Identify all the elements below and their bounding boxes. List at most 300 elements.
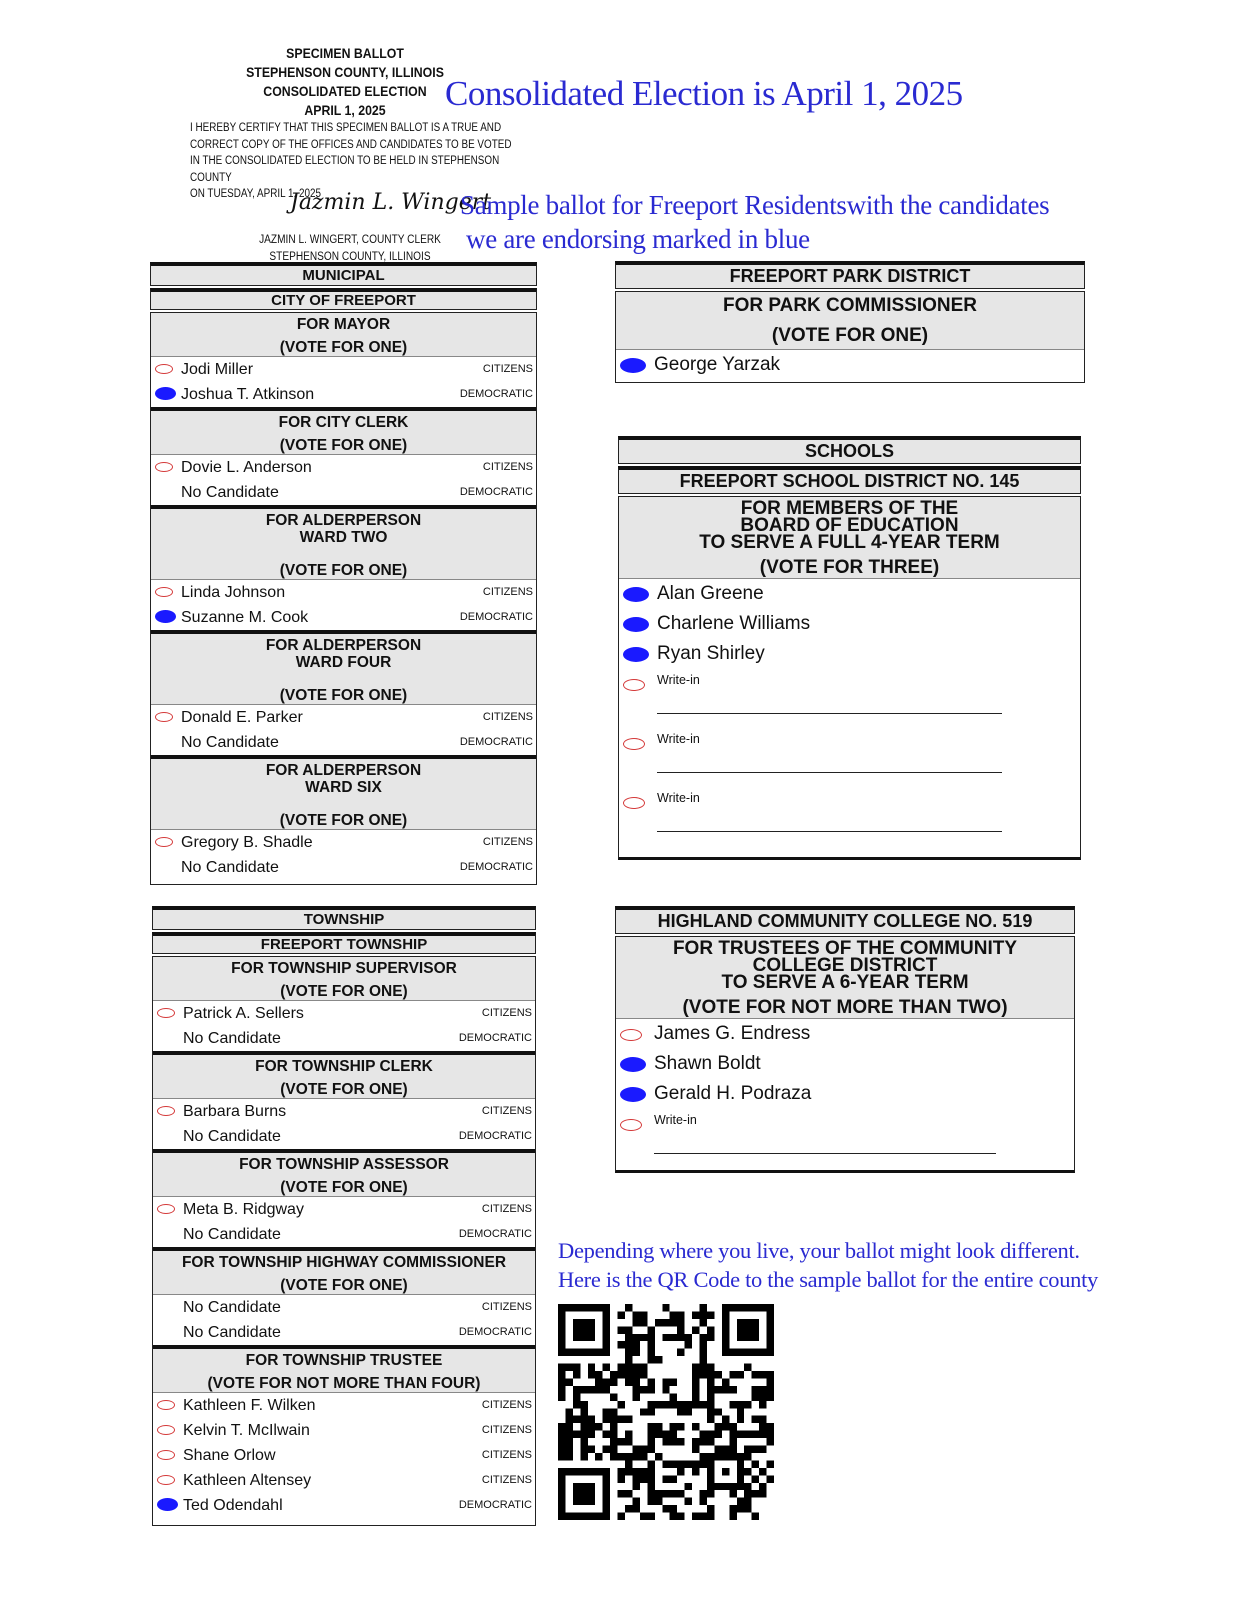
- qr-module: [580, 1401, 587, 1408]
- vote-instruction: (VOTE FOR ONE): [280, 983, 408, 1000]
- candidate-name: George Yarzak: [654, 354, 781, 375]
- note-line: Depending where you live, your ballot might look different.: [558, 1238, 1080, 1263]
- qr-module: [655, 1356, 662, 1363]
- vote-instruction: (VOTE FOR THREE): [759, 557, 940, 578]
- qr-module: [662, 1304, 669, 1311]
- qr-module: [610, 1371, 617, 1378]
- empty-oval-icon[interactable]: [620, 1029, 642, 1041]
- qr-module: [677, 1319, 684, 1326]
- qr-module: [700, 1334, 707, 1341]
- qr-module: [752, 1513, 759, 1520]
- candidate-name: Kelvin T. McIlwain: [183, 1422, 310, 1439]
- qr-module: [700, 1513, 707, 1520]
- qr-module: [580, 1453, 587, 1460]
- qr-module: [662, 1319, 669, 1326]
- qr-module: [670, 1490, 677, 1497]
- cert-line: IN THE CONSOLIDATED ELECTION TO BE HELD IN STEPHENSON COUNTY: [190, 155, 500, 184]
- candidate-name: Jodi Miller: [181, 361, 254, 378]
- qr-module: [737, 1408, 744, 1415]
- qr-module: [618, 1416, 625, 1423]
- qr-module: [573, 1393, 580, 1400]
- race-title: FOR TOWNSHIP TRUSTEE: [245, 1352, 443, 1369]
- qr-module: [640, 1453, 647, 1460]
- qr-module: [700, 1356, 707, 1363]
- endorsement-note: [460, 188, 1049, 256]
- qr-module: [752, 1416, 759, 1423]
- qr-module: [580, 1416, 587, 1423]
- candidate-name: Barbara Burns: [183, 1103, 287, 1120]
- qr-module: [677, 1401, 684, 1408]
- qr-module: [744, 1401, 751, 1408]
- qr-module: [580, 1438, 587, 1445]
- qr-module: [737, 1431, 744, 1438]
- qr-module: [685, 1483, 692, 1490]
- race-title: FOR TOWNSHIP HIGHWAY COMMISSIONER: [181, 1254, 507, 1271]
- qr-module: [595, 1371, 602, 1378]
- township-races: [152, 956, 536, 1526]
- race-title: FOR TOWNSHIP ASSESSOR: [239, 1156, 449, 1173]
- candidate-row: [616, 1049, 1074, 1079]
- filled-oval-icon[interactable]: [623, 647, 649, 662]
- qr-module: [729, 1490, 736, 1497]
- qr-module: [759, 1386, 766, 1393]
- qr-module: [700, 1311, 707, 1318]
- qr-module: [632, 1475, 639, 1482]
- qr-module: [759, 1401, 766, 1408]
- party-label: DEMOCRATIC: [459, 736, 533, 748]
- party-label: CITIZENS: [481, 1105, 532, 1117]
- qr-module: [692, 1378, 699, 1385]
- qr-module: [677, 1334, 684, 1341]
- party-label: DEMOCRATIC: [459, 861, 533, 873]
- filled-oval-icon[interactable]: [623, 617, 649, 632]
- write-in-label: Write-in: [654, 1113, 697, 1127]
- qr-module: [767, 1386, 774, 1393]
- qr-module: [640, 1364, 647, 1371]
- candidate-name: Gerald H. Podraza: [654, 1083, 812, 1104]
- header-line: SPECIMEN BALLOT: [286, 45, 404, 61]
- qr-module: [632, 1319, 639, 1326]
- candidate-row: [151, 480, 536, 505]
- qr-module: [677, 1460, 684, 1467]
- empty-oval-icon[interactable]: [157, 1425, 175, 1435]
- qr-module: [647, 1446, 654, 1453]
- qr-module: [670, 1431, 677, 1438]
- candidate-row: [153, 1393, 535, 1418]
- qr-module: [573, 1431, 580, 1438]
- filled-oval-icon[interactable]: [155, 387, 176, 400]
- qr-module: [722, 1386, 729, 1393]
- qr-module: [677, 1513, 684, 1520]
- race-title: FOR PARK COMMISSIONER: [722, 295, 978, 316]
- note-line: Sample ballot for Freeport Residentswith the candidates: [460, 190, 1050, 220]
- race-title: FOR TOWNSHIP SUPERVISOR: [231, 960, 457, 977]
- qr-module: [573, 1401, 580, 1408]
- qr-module: [647, 1431, 654, 1438]
- qr-module: [632, 1334, 639, 1341]
- qr-module: [573, 1364, 580, 1371]
- filled-oval-icon[interactable]: [620, 1087, 646, 1102]
- qr-module: [759, 1393, 766, 1400]
- qr-module: [588, 1416, 595, 1423]
- qr-module: [677, 1438, 684, 1445]
- candidate-name: Patrick A. Sellers: [183, 1005, 304, 1022]
- qr-module: [610, 1423, 617, 1430]
- qr-module: [767, 1460, 774, 1467]
- candidate-row: [153, 1099, 535, 1124]
- qr-module: [744, 1498, 751, 1505]
- candidate-name: Dovie L. Anderson: [181, 459, 312, 476]
- qr-module: [647, 1341, 654, 1348]
- candidate-name: No Candidate: [183, 1226, 281, 1243]
- qr-module: [625, 1371, 632, 1378]
- qr-module: [729, 1423, 736, 1430]
- qr-module: [625, 1490, 632, 1497]
- qr-module: [692, 1460, 699, 1467]
- write-in-line[interactable]: [657, 713, 1002, 714]
- qr-module: [558, 1371, 565, 1378]
- qr-module: [662, 1438, 669, 1445]
- filled-oval-icon[interactable]: [620, 1057, 646, 1072]
- township-section-label: TOWNSHIP: [152, 906, 536, 930]
- filled-oval-icon[interactable]: [623, 587, 649, 602]
- race-header: [153, 1149, 535, 1197]
- qr-module: [752, 1446, 759, 1453]
- qr-module: [752, 1393, 759, 1400]
- candidate-row: [619, 639, 1080, 669]
- cert-line: ON TUESDAY, APRIL 1, 2025: [190, 188, 322, 200]
- qr-module: [767, 1378, 774, 1385]
- qr-module: [565, 1446, 572, 1453]
- vote-instruction: (VOTE FOR ONE): [279, 339, 408, 356]
- empty-oval-icon[interactable]: [155, 837, 173, 847]
- qr-module: [692, 1393, 699, 1400]
- qr-module: [625, 1378, 632, 1385]
- qr-module: [670, 1423, 677, 1430]
- municipal-section-label: MUNICIPAL: [150, 262, 537, 286]
- qr-module: [670, 1438, 677, 1445]
- qr-module: [647, 1513, 654, 1520]
- write-in-row: [616, 1109, 1074, 1168]
- candidate-name: No Candidate: [183, 1030, 281, 1047]
- qr-module: [565, 1416, 572, 1423]
- race-title: COLLEGE DISTRICT: [752, 955, 938, 976]
- candidate-row: [616, 1019, 1074, 1049]
- race-header: [153, 957, 535, 1001]
- empty-oval-icon[interactable]: [157, 1204, 175, 1214]
- empty-oval-icon[interactable]: [157, 1106, 175, 1116]
- qr-module: [759, 1431, 766, 1438]
- party-label: DEMOCRATIC: [458, 1130, 532, 1142]
- qr-module: [618, 1453, 625, 1460]
- qr-module: [685, 1408, 692, 1415]
- race-title: FOR CITY CLERK: [278, 414, 409, 431]
- party-label: CITIZENS: [482, 461, 533, 473]
- qr-module: [610, 1431, 617, 1438]
- qr-module: [632, 1364, 639, 1371]
- party-label: CITIZENS: [481, 1424, 532, 1436]
- qr-module: [558, 1378, 565, 1385]
- qr-module: [647, 1408, 654, 1415]
- qr-module: [692, 1468, 699, 1475]
- qr-module: [707, 1408, 714, 1415]
- qr-module: [737, 1401, 744, 1408]
- empty-oval-icon[interactable]: [157, 1450, 175, 1460]
- park-race: [615, 291, 1085, 383]
- qr-module: [759, 1371, 766, 1378]
- qr-module: [625, 1505, 632, 1512]
- qr-module: [767, 1438, 774, 1445]
- candidate-row: [153, 1001, 535, 1026]
- party-label: DEMOCRATIC: [458, 1228, 532, 1240]
- vote-instruction: (VOTE FOR NOT MORE THAN TWO): [682, 997, 1008, 1018]
- empty-oval-icon[interactable]: [620, 1119, 642, 1131]
- qr-module: [655, 1401, 662, 1408]
- qr-module: [707, 1311, 714, 1318]
- candidate-name: No Candidate: [183, 1299, 281, 1316]
- party-label: CITIZENS: [481, 1203, 532, 1215]
- qr-module: [752, 1371, 759, 1378]
- qr-module: [618, 1341, 625, 1348]
- qr-module: [565, 1378, 572, 1385]
- candidate-row: [153, 1124, 535, 1149]
- qr-module: [647, 1326, 654, 1333]
- party-label: CITIZENS: [481, 1301, 532, 1313]
- empty-oval-icon[interactable]: [155, 364, 173, 374]
- header-line: APRIL 1, 2025: [304, 102, 386, 118]
- qr-code-icon[interactable]: [558, 1304, 774, 1520]
- qr-module: [714, 1446, 721, 1453]
- qr-module: [700, 1431, 707, 1438]
- schools-race: [618, 496, 1081, 860]
- candidate-row: [616, 350, 1084, 380]
- candidate-row: [153, 1197, 535, 1222]
- qr-module: [677, 1311, 684, 1318]
- qr-module: [662, 1460, 669, 1467]
- qr-module: [677, 1423, 684, 1430]
- candidate-name: Ted Odendahl: [183, 1497, 283, 1514]
- party-label: CITIZENS: [481, 1399, 532, 1411]
- qr-module: [647, 1356, 654, 1363]
- vote-instruction: (VOTE FOR ONE): [280, 1081, 408, 1098]
- write-in-line[interactable]: [657, 831, 1002, 832]
- qr-module: [603, 1364, 610, 1371]
- race-header: [619, 497, 1080, 579]
- qr-module: [580, 1386, 587, 1393]
- empty-oval-icon[interactable]: [155, 712, 173, 722]
- qr-module: [707, 1393, 714, 1400]
- qr-module: [707, 1513, 714, 1520]
- qr-module: [603, 1416, 610, 1423]
- qr-module: [573, 1371, 580, 1378]
- qr-module: [640, 1513, 647, 1520]
- qr-module: [580, 1431, 587, 1438]
- empty-oval-icon[interactable]: [623, 738, 645, 750]
- qr-module: [707, 1431, 714, 1438]
- qr-module: [558, 1431, 565, 1438]
- write-in-line[interactable]: [657, 772, 1002, 773]
- qr-module: [729, 1401, 736, 1408]
- qr-module: [707, 1438, 714, 1445]
- qr-module: [655, 1431, 662, 1438]
- qr-module: [625, 1460, 632, 1467]
- race-title: FOR ALDERPERSON: [265, 637, 422, 654]
- qr-module: [700, 1490, 707, 1497]
- qr-module: [692, 1364, 699, 1371]
- filled-oval-icon[interactable]: [157, 1498, 178, 1511]
- qr-module: [618, 1468, 625, 1475]
- candidate-row: [151, 357, 536, 382]
- empty-oval-icon[interactable]: [157, 1008, 175, 1018]
- race-title: FOR MEMBERS OF THE: [740, 498, 959, 519]
- race-header: [616, 292, 1084, 350]
- empty-oval-icon[interactable]: [155, 462, 173, 472]
- write-in-row: [619, 728, 1080, 787]
- party-label: DEMOCRATIC: [459, 388, 533, 400]
- vote-instruction: (VOTE FOR ONE): [279, 687, 408, 704]
- qr-module: [744, 1483, 751, 1490]
- qr-module: [662, 1378, 669, 1385]
- qr-module: [558, 1423, 565, 1430]
- qr-module: [632, 1311, 639, 1318]
- vote-instruction: (VOTE FOR ONE): [771, 325, 929, 346]
- party-label: CITIZENS: [481, 1449, 532, 1461]
- qr-module: [655, 1490, 662, 1497]
- empty-oval-icon[interactable]: [623, 797, 645, 809]
- qr-module: [625, 1431, 632, 1438]
- qr-module: [759, 1490, 766, 1497]
- qr-module: [707, 1378, 714, 1385]
- qr-module: [647, 1378, 654, 1385]
- qr-module: [767, 1393, 774, 1400]
- party-label: DEMOCRATIC: [459, 486, 533, 498]
- qr-module: [737, 1371, 744, 1378]
- note-line: we are endorsing marked in blue: [466, 224, 810, 254]
- qr-module: [610, 1393, 617, 1400]
- empty-oval-icon[interactable]: [155, 587, 173, 597]
- candidate-row: [151, 855, 536, 880]
- qr-module: [588, 1431, 595, 1438]
- qr-module: [662, 1386, 669, 1393]
- qr-module: [625, 1438, 632, 1445]
- qr-module: [610, 1416, 617, 1423]
- clerk-name: [253, 232, 447, 265]
- empty-oval-icon[interactable]: [157, 1400, 175, 1410]
- candidate-row: [153, 1493, 535, 1518]
- qr-module: [618, 1311, 625, 1318]
- qr-module: [625, 1468, 632, 1475]
- candidate-name: Alan Greene: [657, 583, 764, 604]
- qr-module: [632, 1393, 639, 1400]
- qr-module: [580, 1423, 587, 1430]
- empty-oval-icon[interactable]: [623, 679, 645, 691]
- qr-module: [722, 1446, 729, 1453]
- write-in-label: Write-in: [657, 791, 700, 805]
- qr-module: [670, 1378, 677, 1385]
- qr-module: [722, 1378, 729, 1385]
- qr-module: [722, 1416, 729, 1423]
- qr-module: [700, 1319, 707, 1326]
- note-line: Here is the QR Code to the sample ballot for the entire county: [558, 1267, 1099, 1292]
- candidate-row: [153, 1295, 535, 1320]
- empty-oval-icon[interactable]: [157, 1475, 175, 1485]
- qr-module: [744, 1505, 751, 1512]
- qr-module: [707, 1490, 714, 1497]
- qr-module: [640, 1371, 647, 1378]
- qr-module: [700, 1453, 707, 1460]
- candidate-name: Kathleen F. Wilken: [183, 1397, 316, 1414]
- qr-module: [647, 1423, 654, 1430]
- qr-module: [610, 1408, 617, 1415]
- qr-module: [632, 1468, 639, 1475]
- qr-module: [647, 1468, 654, 1475]
- write-in-line[interactable]: [654, 1153, 996, 1154]
- clerk-line: STEPHENSON COUNTY, ILLINOIS: [269, 250, 431, 263]
- qr-module: [595, 1378, 602, 1385]
- qr-module: [655, 1319, 662, 1326]
- candidate-row: [619, 579, 1080, 609]
- park-district-label: FREEPORT PARK DISTRICT: [615, 261, 1085, 289]
- qr-module: [752, 1490, 759, 1497]
- qr-module: [565, 1438, 572, 1445]
- race-title: TO SERVE A 6-YEAR TERM: [721, 972, 969, 993]
- party-label: CITIZENS: [482, 363, 533, 375]
- qr-module: [580, 1446, 587, 1453]
- race-title: TO SERVE A FULL 4-YEAR TERM: [699, 532, 1000, 553]
- qr-module: [603, 1446, 610, 1453]
- qr-module: [729, 1438, 736, 1445]
- qr-module: [752, 1475, 759, 1482]
- candidate-name: No Candidate: [181, 859, 279, 876]
- municipal-races: [150, 312, 537, 885]
- qr-module: [700, 1304, 707, 1311]
- qr-module: [647, 1438, 654, 1445]
- qr-module: [632, 1498, 639, 1505]
- qr-module: [647, 1460, 654, 1467]
- qr-module: [714, 1386, 721, 1393]
- qr-module: [565, 1408, 572, 1415]
- qr-module: [692, 1326, 699, 1333]
- qr-module: [610, 1446, 617, 1453]
- candidate-name: Shane Orlow: [183, 1447, 276, 1464]
- qr-module: [558, 1386, 565, 1393]
- qr-module: [692, 1371, 699, 1378]
- filled-oval-icon[interactable]: [620, 358, 646, 373]
- filled-oval-icon[interactable]: [155, 610, 176, 623]
- candidate-name: Joshua T. Atkinson: [181, 386, 315, 403]
- qr-module: [632, 1453, 639, 1460]
- qr-module: [759, 1483, 766, 1490]
- qr-module: [580, 1408, 587, 1415]
- clerk-signature: Jazmin L. Wingert: [290, 190, 492, 215]
- ballot-header: [235, 44, 455, 120]
- qr-module: [640, 1408, 647, 1415]
- race-header: [153, 1247, 535, 1295]
- qr-module: [737, 1319, 759, 1341]
- qr-module: [640, 1475, 647, 1482]
- qr-module: [707, 1416, 714, 1423]
- qr-module: [670, 1475, 677, 1482]
- qr-module: [744, 1453, 751, 1460]
- candidate-row: [151, 830, 536, 855]
- qr-module: [707, 1364, 714, 1371]
- qr-module: [707, 1401, 714, 1408]
- vote-instruction: (VOTE FOR ONE): [280, 1277, 408, 1294]
- candidate-name: Kathleen Altensey: [183, 1472, 312, 1489]
- qr-module: [632, 1483, 639, 1490]
- candidate-name: Ryan Shirley: [657, 643, 765, 664]
- qr-module: [625, 1364, 632, 1371]
